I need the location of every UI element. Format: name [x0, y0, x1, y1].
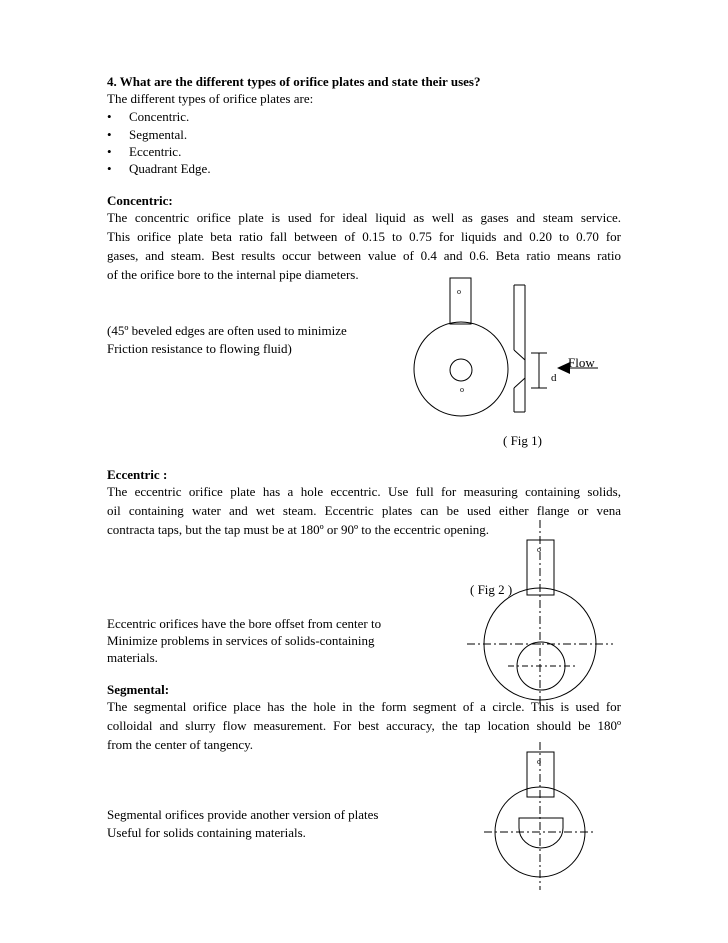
fig1-flow-label: Flow	[568, 355, 595, 370]
fig1-plate-o: o	[460, 385, 464, 394]
question-heading: 4. What are the different types of orifice plates and state their uses?	[107, 74, 481, 89]
fig1-bevel	[514, 378, 525, 388]
concentric-paragraph: The concentric orifice plate is used for ideal liquid as well as gases and steam service. This orifice plate beta ratio fall between of 0.15 to 0.75 for liquids and 0.20 to 0.70 for gases, and steam. Best results occur between value of 0.4 and 0.6. Beta ratio means ratio of the orifice bore to the internal pipe diameters.	[107, 210, 621, 282]
concentric-heading: Concentric:	[107, 193, 173, 208]
segmental-paragraph: The segmental orifice place has the hole in the form segment of a circle. This is used for colloidal and slurry flow measurement. For best accuracy, the tap location should be 180º from the center of tangency.	[107, 699, 621, 752]
segmental-note-1: Segmental orifices provide another version of plates	[107, 807, 379, 822]
fig1-bore-circle	[450, 359, 472, 381]
fig1-tab	[450, 278, 471, 324]
eccentric-note-3: materials.	[107, 650, 158, 665]
fig3-tab-o: o	[537, 757, 541, 766]
list-item: • Quadrant Edge.	[107, 161, 211, 176]
segmental-heading: Segmental:	[107, 682, 170, 697]
list-item: • Eccentric.	[107, 144, 182, 159]
concentric-note-2: Friction resistance to flowing fluid)	[107, 341, 292, 356]
fig1-tab-o: o	[457, 287, 461, 296]
fig1-plate-circle	[414, 322, 508, 416]
eccentric-heading: Eccentric :	[107, 467, 168, 482]
eccentric-note-1: Eccentric orifices have the bore offset from center to	[107, 616, 382, 631]
segmental-note-2: Useful for solids containing materials.	[107, 825, 306, 840]
fig1-caption: ( Fig 1)	[503, 433, 542, 448]
fig1-d-label: d	[551, 372, 557, 384]
eccentric-note-2: Minimize problems in services of solids-containing	[107, 633, 375, 648]
fig1-bevel	[514, 350, 525, 360]
fig3-segment-hole	[519, 818, 563, 848]
list-item: • Segmental.	[107, 127, 188, 142]
list-item: • Concentric.	[107, 109, 190, 124]
concentric-note-1: (45º beveled edges are often used to minimize	[107, 323, 347, 338]
types-intro: The different types of orifice plates are:	[107, 91, 314, 106]
fig2-tab-o: o	[537, 545, 541, 554]
fig2-caption: ( Fig 2 )	[470, 582, 513, 597]
eccentric-paragraph: The eccentric orifice plate has a hole eccentric. Use full for measuring containing solids, oil containing water and wet steam. Eccentric plates can be used either flange or vena contracta taps, but the tap must be at 180º or 90º to the eccentric opening.	[107, 484, 621, 537]
